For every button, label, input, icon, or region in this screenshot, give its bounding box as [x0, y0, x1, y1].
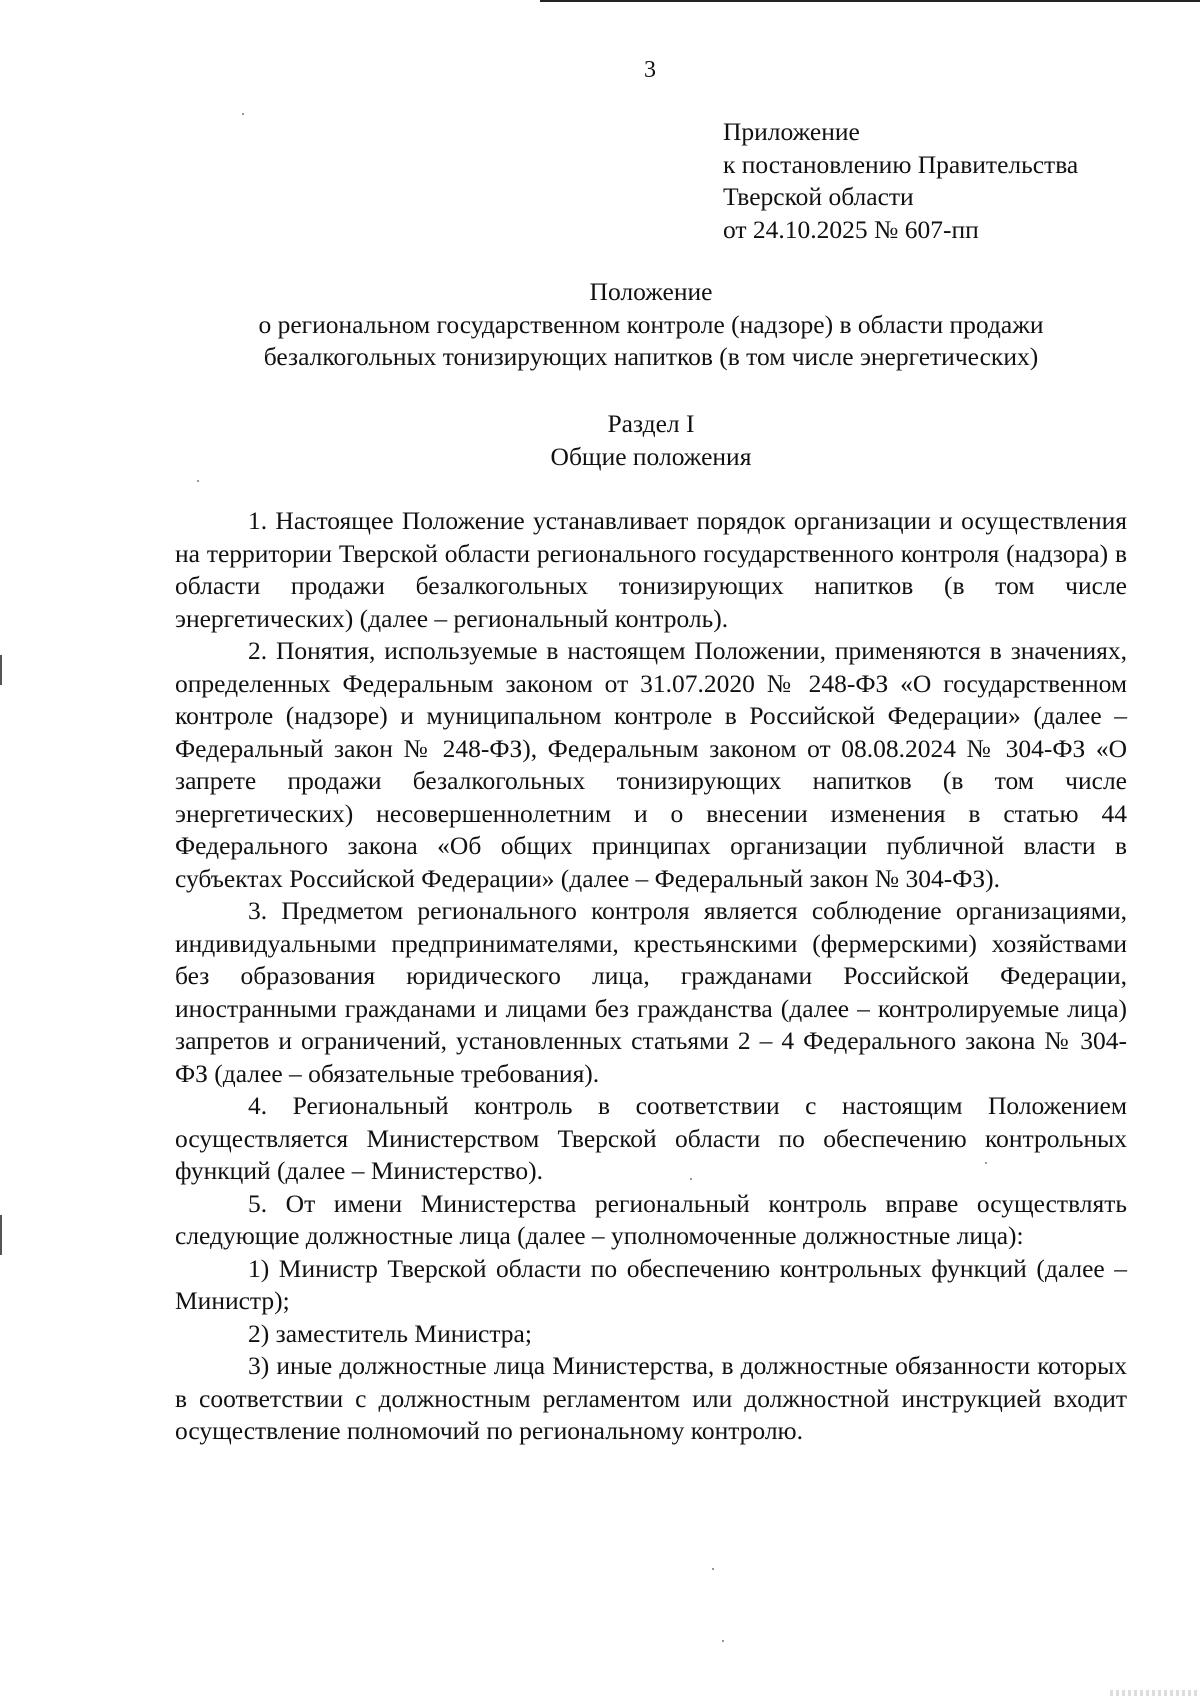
paragraph-3: 3. Предметом регионального контроля является соблюдение организациями, индивидуальными предпринимателями, крестьянскими (фермерскими) хозяйствами без образования юридического лица, гражданами Российской Федерации, иностранными гражданами и лицами без гражданства (далее – контролируемые лица) запретов и ограничений, установленных статьями 2 – 4 Федерального закона № 304-ФЗ (далее – обязательные требования).: [175, 896, 1127, 1088]
appendix-region: Тверской области: [723, 182, 914, 211]
page-number: 3: [644, 57, 656, 83]
document-heading: [175, 276, 1127, 374]
scan-speck: [712, 1568, 714, 1570]
document-title: Положение: [589, 277, 713, 306]
appendix-date-number: от 24.10.2025 № 607-пп: [723, 214, 979, 244]
scan-speck: [722, 1640, 724, 1642]
paragraph-5-item-1: 1) Министр Тверской области по обеспечению контрольных функций (далее – Министр);: [175, 1253, 1127, 1315]
appendix-reference: к постановлению Правительства: [723, 149, 1079, 179]
scan-speck: [242, 113, 244, 115]
appendix-block: [723, 116, 1078, 246]
section-number: Раздел I: [607, 409, 695, 438]
paragraph-2: 2. Понятия, используемые в настоящем Положении, применяются в значениях, определенных Федеральным законом от 31.07.2020 № 248-ФЗ «О государственном контроле (надзоре) и муниципальном контроле в Российской Федерации» (далее – Федеральный закон № 248-ФЗ), Федеральным законом от 08.08.2024 № 304-ФЗ «О запрете продажи безалкогольных тонизирующих напитков (в том числе энергетических) несовершеннолетним и о внесении изменения в статью 44 Федерального закона «Об общих принципах организации публичной власти в субъектах Российской Федерации» (далее – Федеральный закон № 304-ФЗ).: [175, 636, 1127, 893]
scan-speck: [197, 480, 199, 482]
section-heading: [175, 408, 1127, 473]
paragraph-4: 4. Региональный контроль в соответствии с настоящим Положением осуществляется Министерством Тверской области по обеспечению контрольных функций (далее – Министерство).: [175, 1091, 1127, 1185]
paragraph-5-item-3: 3) иные должностные лица Министерства, в должностные обязанности которых в соответствии с должностным регламентом или должностной инструкцией входит осуществление полномочий по региональному контролю.: [175, 1351, 1127, 1445]
scan-edge-top: [540, 0, 1200, 2]
paragraph-5-item-2: 2) заместитель Министра;: [248, 1318, 532, 1348]
document-subtitle-line-1: о региональном государственном контроле (надзоре) в области продажи: [258, 309, 1044, 339]
paragraph-5: 5. От имени Министерства региональный контроль вправе осуществлять следующие должностные лица (далее – уполномоченные должностные лица):: [175, 1188, 1127, 1250]
scan-edge-left-mark: [0, 1215, 2, 1255]
section-title: Общие положения: [550, 441, 752, 471]
appendix-title: Приложение: [723, 117, 860, 146]
paragraph-1: 1. Настоящее Положение устанавливает порядок организации и осуществления на территории Тверской области регионального государственного контроля (надзора) в области продажи безалкогольных тонизирующих напитков (в том числе энергетических) (далее – региональный контроль).: [175, 506, 1127, 633]
document-body: [175, 505, 1127, 1448]
scan-edge-left-mark: [0, 655, 2, 685]
document-subtitle-line-2: безалкогольных тонизирующих напитков (в том числе энергетических): [263, 342, 1039, 371]
scan-corner-mark: [1110, 1690, 1200, 1696]
